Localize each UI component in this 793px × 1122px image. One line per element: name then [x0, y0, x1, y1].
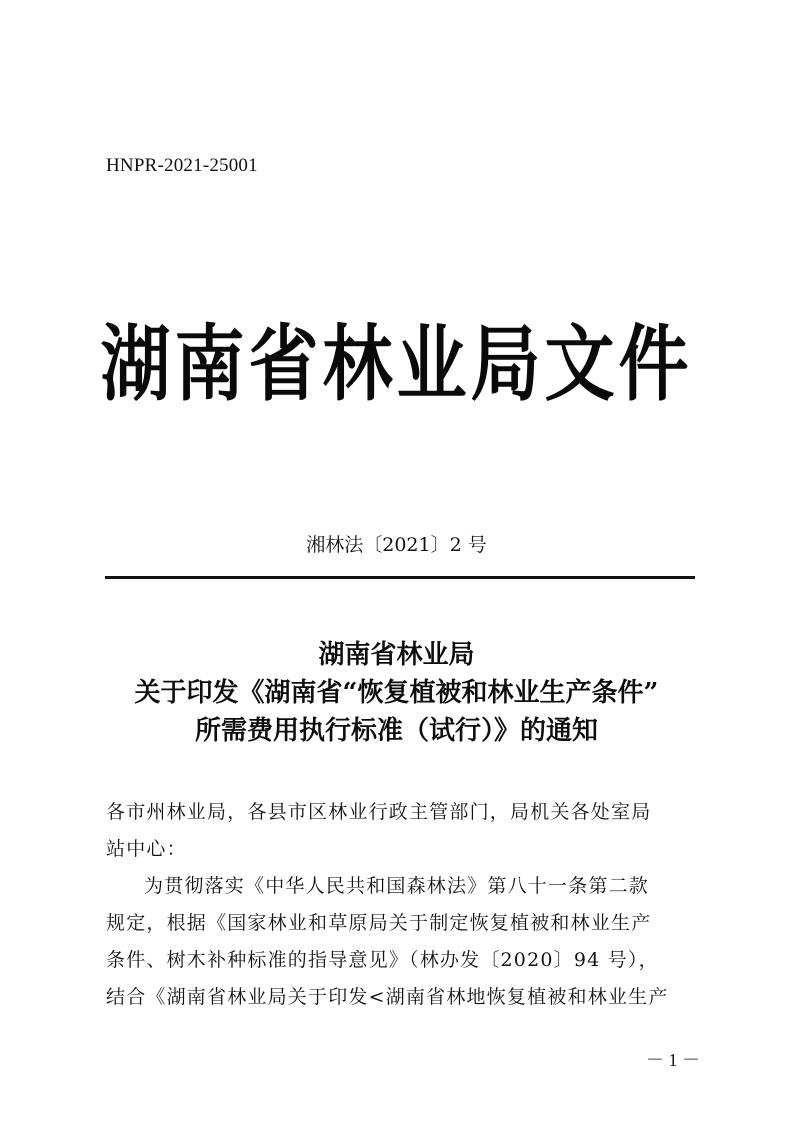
body-line: 结合《湖南省林业局关于印发<湖南省林地恢复植被和林业生产 — [106, 986, 669, 1008]
title-line-3: 所需费用执行标准（试行）》的通知 — [194, 716, 598, 746]
body-line: 各市州林业局，各县市区林业行政主管部门，局机关各处室局 — [106, 801, 652, 823]
title-line-1: 湖南省林业局 — [318, 640, 475, 670]
document-number: 湘林法〔2021〕2 号 — [306, 534, 487, 556]
page-number: － 1 － — [646, 1050, 700, 1070]
body-line: 站中心： — [106, 838, 187, 860]
body-line: 条件、树木补种标准的指导意见》（林办发〔2020〕94 号）， — [106, 949, 659, 971]
issuer-heading: 湖南省林业局文件 — [100, 314, 693, 413]
document-body — [106, 794, 696, 1016]
document-code: HNPR-2021-25001 — [106, 155, 258, 176]
document-title — [0, 636, 793, 750]
body-line: 为贯彻落实《中华人民共和国森林法》第八十一条第二款 — [144, 875, 650, 897]
title-line-2: 关于印发《湖南省“恢复植被和林业生产条件” — [134, 678, 659, 708]
header-divider — [105, 576, 695, 579]
body-line: 规定，根据《国家林业和草原局关于制定恢复植被和林业生产 — [106, 912, 652, 934]
